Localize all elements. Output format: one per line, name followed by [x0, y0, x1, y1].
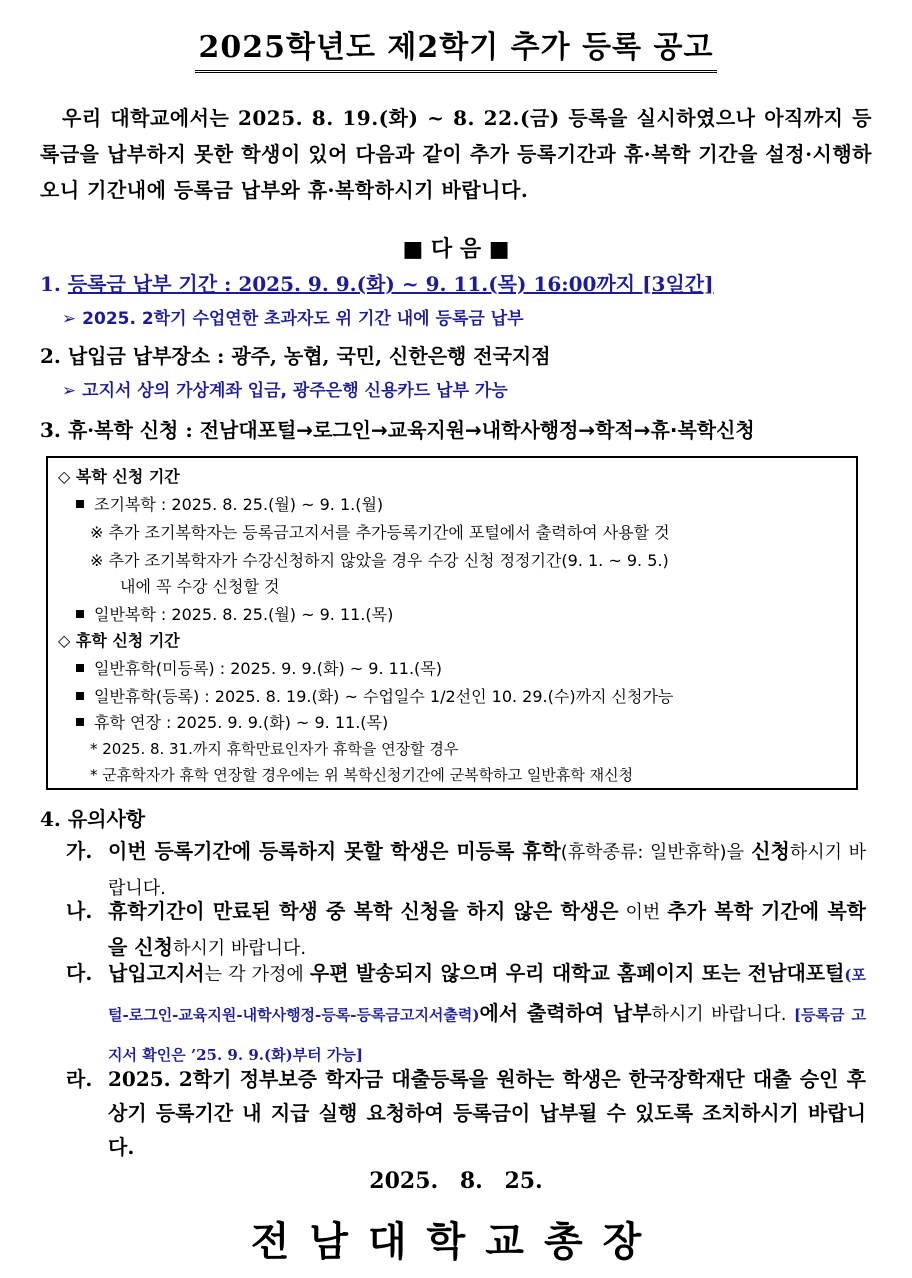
section-1 — [40, 268, 714, 297]
note-b-bold: 휴학기간이 만료된 학생 중 복학 신청을 하지 않은 학생은 — [108, 899, 619, 923]
note-b-bold-2: 추가 복학 기간에 복학을 신청 — [108, 899, 866, 959]
note-a-normal-2: 하시기 바랍니다. — [108, 842, 866, 899]
bullet-square-icon — [76, 692, 84, 700]
da-eum-heading: ■ 다 음 ■ — [402, 236, 510, 262]
note-c-blue-path: (포털-로그인-교육지원-내학사행정-등록-등록금고지서출력) — [108, 966, 866, 1024]
early-note-2b: 내에 꼭 수강 신청할 것 — [120, 577, 280, 596]
leave-item-2 — [76, 684, 673, 707]
section-3-path: 전남대포털→로그인→교육지원→내학사행정→학적→휴·복학신청 — [199, 418, 755, 442]
bullet-square-icon — [76, 718, 84, 726]
note-b-label: 나. — [66, 899, 93, 923]
note-c-label: 다. — [66, 961, 93, 985]
bullet-square-icon — [76, 500, 84, 508]
early-note-2a: ※ 추가 조기복학자가 수강신청하지 않았을 경우 수강 신청 정정기간(9. 1. ~ 9. 5.) — [90, 551, 669, 570]
note-a-bold: 이번 등록기간에 등록하지 못할 학생은 미등록 휴학 — [108, 839, 561, 863]
section-1-sub: ➢ 2025. 2학기 수업연한 초과자도 위 기간 내에 등록금 납부 — [62, 309, 524, 329]
general-return-text: 일반복학 : 2025. 8. 25.(월) ~ 9. 11.(목) — [94, 605, 394, 624]
leave-text-2: 일반휴학(등록) : 2025. 8. 19.(화) ~ 수업일수 1/2선인 10. 29.(수)까지 신청가능 — [94, 687, 674, 706]
section-4: 4. 유의사항 — [40, 807, 146, 831]
leave-text-3: 휴학 연장 : 2025. 9. 9.(화) ~ 9. 11.(목) — [94, 713, 389, 732]
president-signature: 전남대학교총장 — [250, 1219, 662, 1265]
leave-return-box — [46, 456, 858, 790]
note-c-bracket: [등록금 고지서 확인은 ’25. 9. 9.(화)부터 가능] — [108, 1006, 866, 1064]
note-c-bold-2: 우편 발송되지 않으며 우리 대학교 홈페이지 또는 전남대포털 — [309, 961, 845, 985]
announcement-date: 2025. 8. 25. — [369, 1168, 543, 1194]
note-c-text — [108, 954, 866, 1074]
note-b-normal-1: 이번 — [618, 902, 668, 923]
early-return-text: 조기복학 : 2025. 8. 25.(월) ~ 9. 1.(월) — [94, 495, 384, 514]
page-title: 2025학년도 제2학기 추가 등록 공고 — [195, 28, 718, 73]
section-1-text: 등록금 납부 기간 : 2025. 9. 9.(화) ~ 9. 11.(목) 16:00까지 [3일간] — [67, 272, 714, 296]
section-1-number: 1. — [40, 272, 61, 296]
section-2: 2. 납입금 납부장소 : 광주, 농협, 국민, 신한은행 전국지점 — [40, 344, 551, 368]
bullet-square-icon — [76, 610, 84, 618]
note-c-normal-1: 는 각 가정에 — [204, 964, 310, 985]
note-c-bold-3: 에서 출력하여 납부 — [479, 1001, 652, 1025]
leave-text-1: 일반휴학(미등록) : 2025. 9. 9.(화) ~ 9. 11.(목) — [94, 659, 443, 678]
section-3 — [40, 414, 755, 443]
early-return-item — [76, 492, 383, 515]
note-c-bold: 납입고지서 — [108, 961, 205, 985]
bullet-square-icon — [76, 664, 84, 672]
leave-item-1 — [76, 656, 442, 679]
early-note-1: ※ 추가 조기복학자는 등록금고지서를 추가등록기간에 포털에서 출력하여 사용할 것 — [90, 523, 670, 542]
title-wrap — [0, 28, 912, 73]
note-d — [66, 1062, 866, 1164]
star-note-2: * 군휴학자가 휴학 연장할 경우에는 위 복학신청기간에 군복학하고 일반휴학 재신청 — [90, 766, 634, 784]
note-a-label: 가. — [66, 839, 93, 863]
note-a-normal-1: (휴학종류: 일반휴학)을 — [560, 842, 744, 863]
return-heading: ◇ 복학 신청 기간 — [58, 467, 180, 486]
note-d-label: 라. — [66, 1067, 93, 1091]
note-d-text: 2025. 2학기 정부보증 학자금 대출등록을 원하는 학생은 한국장학재단 대출 승인 후 상기 등록기간 내 지급 실행 요청하여 등록금이 납부될 수 있도록 조치하시기 바랍니다. — [108, 1067, 866, 1159]
general-return-item — [76, 602, 393, 625]
intro-paragraph: 우리 대학교에서는 2025. 8. 19.(화) ~ 8. 22.(금) 등록을 실시하였으나 아직까지 등록금을 납부하지 못한 학생이 있어 다음과 같이 추가 등록기간과 휴·복학 기간을 설정·시행하오니 기간내에 등록금 납부와 휴·복학하시기 바랍니다. — [40, 106, 872, 202]
section-2-sub: ➢ 고지서 상의 가상계좌 입금, 광주은행 신용카드 납부 가능 — [62, 381, 508, 401]
note-a-bold-2: 신청 — [751, 839, 790, 863]
section-3-label: 3. 휴·복학 신청 : — [40, 418, 200, 442]
leave-item-3 — [76, 710, 388, 733]
star-note-1: * 2025. 8. 31.까지 휴학만료인자가 휴학을 연장할 경우 — [90, 740, 459, 758]
leave-heading: ◇ 휴학 신청 기간 — [58, 631, 180, 650]
note-c — [66, 954, 866, 1074]
note-b-normal-2: 하시기 바랍니다. — [172, 938, 307, 959]
note-c-normal-2: 하시기 바랍니다. — [651, 1004, 794, 1025]
